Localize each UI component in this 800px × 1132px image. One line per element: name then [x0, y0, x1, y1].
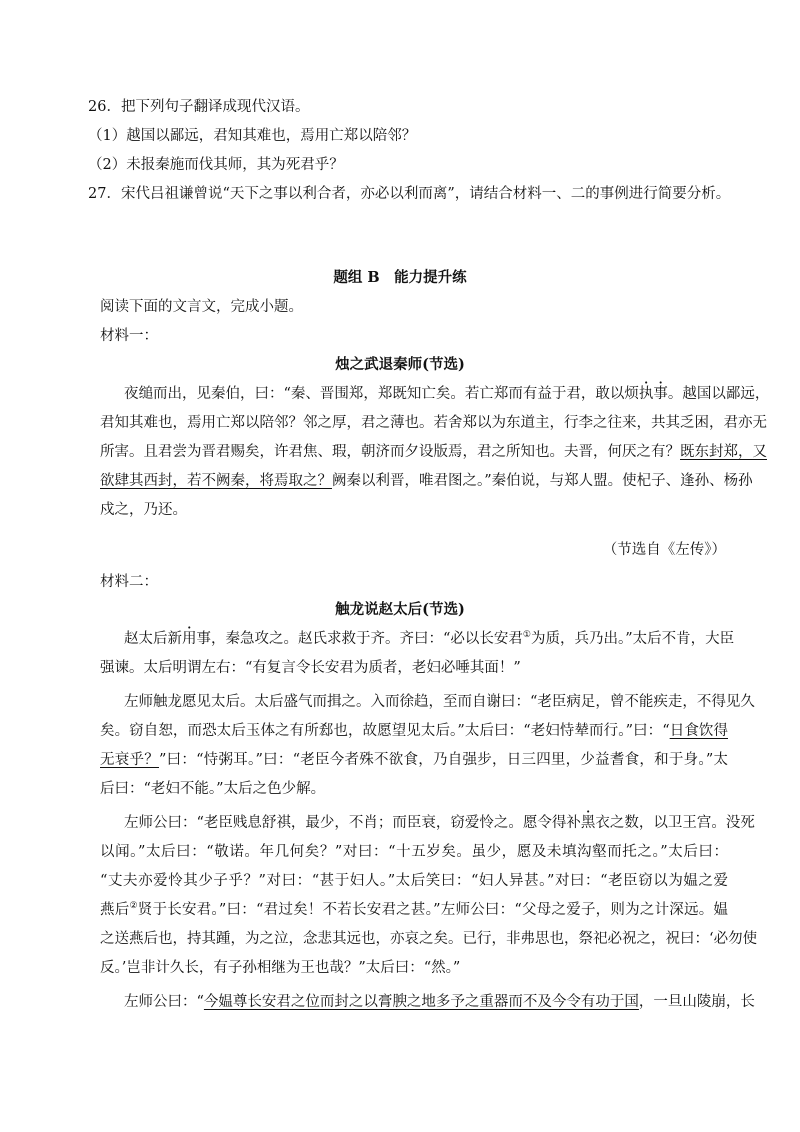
material-2-line-12: 反。’岂非计久长，有子孙相继为王也哉？”太后曰：“然。” [100, 960, 461, 976]
question-26-sentence-2: （2）未报秦施而伐其师，其为死君乎？ [88, 157, 344, 173]
material-1-line-4: 欲肆其西封，若不阙秦，将焉取之？阙秦以利晋，唯君图之。”秦伯说，与郑人盟。使杞子、逢孙、杨孙 [100, 473, 753, 489]
question-26-sentence-1: （1）越国以鄙远，君知其难也，焉用亡郑以陪邻？ [88, 128, 417, 144]
material-2-line-5: 无衰乎？”曰：“恃粥耳。”曰：“老臣今者殊不欲食，乃自强步，日三四里，少益耆食，和于身。”太 [100, 752, 729, 768]
footnote-marker-1: ① [522, 630, 531, 641]
material-2-line-8: 以闻。”太后曰：“敬诺。年几何矣？”对曰：“十五岁矣。虽少，愿及未填沟壑而托之。”太后曰： [100, 844, 728, 860]
material-1-source: （节选自《左传》） [602, 542, 726, 558]
material-2-line-7: 左师公曰：“老臣贱息舒祺，最少，不肖；而臣衰，窃爱怜之。愿令得补黑衣之数，以卫王宫。没死 [124, 815, 755, 831]
material-1-title: 烛之武退秦师(节选) [335, 356, 465, 373]
material-2-line-1: 赵太后新用事，秦急攻之。赵氏求救于齐。齐曰：“必以长安君①为质，兵乃出。”太后不肯，大臣 [124, 630, 735, 647]
material-1-line-1: 夜缒而出，见秦伯，曰：“秦、晋围郑，郑既知亡矣。若亡郑而有益于君，敢以烦执事。越国以鄙远， [124, 386, 770, 402]
material-1-line-5: 戍之，乃还。 [100, 502, 187, 518]
material-2-line-13: 左师公曰：“今媪尊长安君之位而封之以膏腴之地多予之重器而不及今令有功于国，一旦山陵崩，长 [124, 994, 755, 1010]
material-1-label: 材料一： [100, 328, 158, 344]
group-b-title: 题组 B 能力提升练 [333, 269, 467, 286]
material-2-line-10: 燕后②贤于长安君。”曰：“君过矣！不若长安君之甚。”左师公曰：“父母之爱子，则为之计深远。媪 [100, 901, 728, 918]
material-1-line-2: 君知其难也，焉用亡郑以陪邻？邻之厚，君之薄也。若舍郑以为东道主，行李之往来，共其乏困，君亦无 [100, 415, 767, 431]
material-2-label: 材料二： [100, 574, 158, 590]
group-b-instruction: 阅读下面的文言文，完成小题。 [100, 299, 303, 315]
question-26-title: 26．把下列句子翻译成现代汉语。 [88, 99, 310, 115]
material-2-line-6: 后曰：“老妇不能。”太后之色少解。 [100, 781, 326, 797]
material-2-line-11: 之送燕后也，持其踵，为之泣，念悲其远也，亦哀之矣。已行，非弗思也，祭祀必祝之，祝曰：‘必勿使 [100, 931, 758, 947]
material-2-line-3: 左师触龙愿见太后。太后盛气而揖之。入而徐趋，至而自谢曰：“老臣病足，曾不能疾走，不得见久 [124, 694, 755, 710]
footnote-marker-2: ② [129, 901, 138, 912]
material-2-title: 触龙说赵太后(节选) [335, 601, 465, 618]
material-2-line-2: 强谏。太后明谓左右：“有复言令长安君为质者，老妇必唾其面！” [100, 660, 521, 676]
material-2-line-4: 矣。窃自恕，而恐太后玉体之有所郄也，故愿望见太后。”太后曰：“老妇恃辇而行。”曰：“日食饮得 [100, 723, 728, 739]
question-27: 27．宋代吕祖谦曾说“天下之事以利合者，亦必以利而离”，请结合材料一、二的事例进行简要分析。 [88, 186, 731, 202]
material-2-line-9: “丈夫亦爱怜其少子乎？”对曰：“甚于妇人。”太后笑曰：“妇人异甚。”对曰：“老臣窃以为媪之爱 [100, 873, 728, 889]
material-1-line-3: 所害。且君尝为晋君赐矣，许君焦、瑕，朝济而夕设版焉，君之所知也。夫晋，何厌之有？既东封郑，又 [100, 444, 767, 460]
